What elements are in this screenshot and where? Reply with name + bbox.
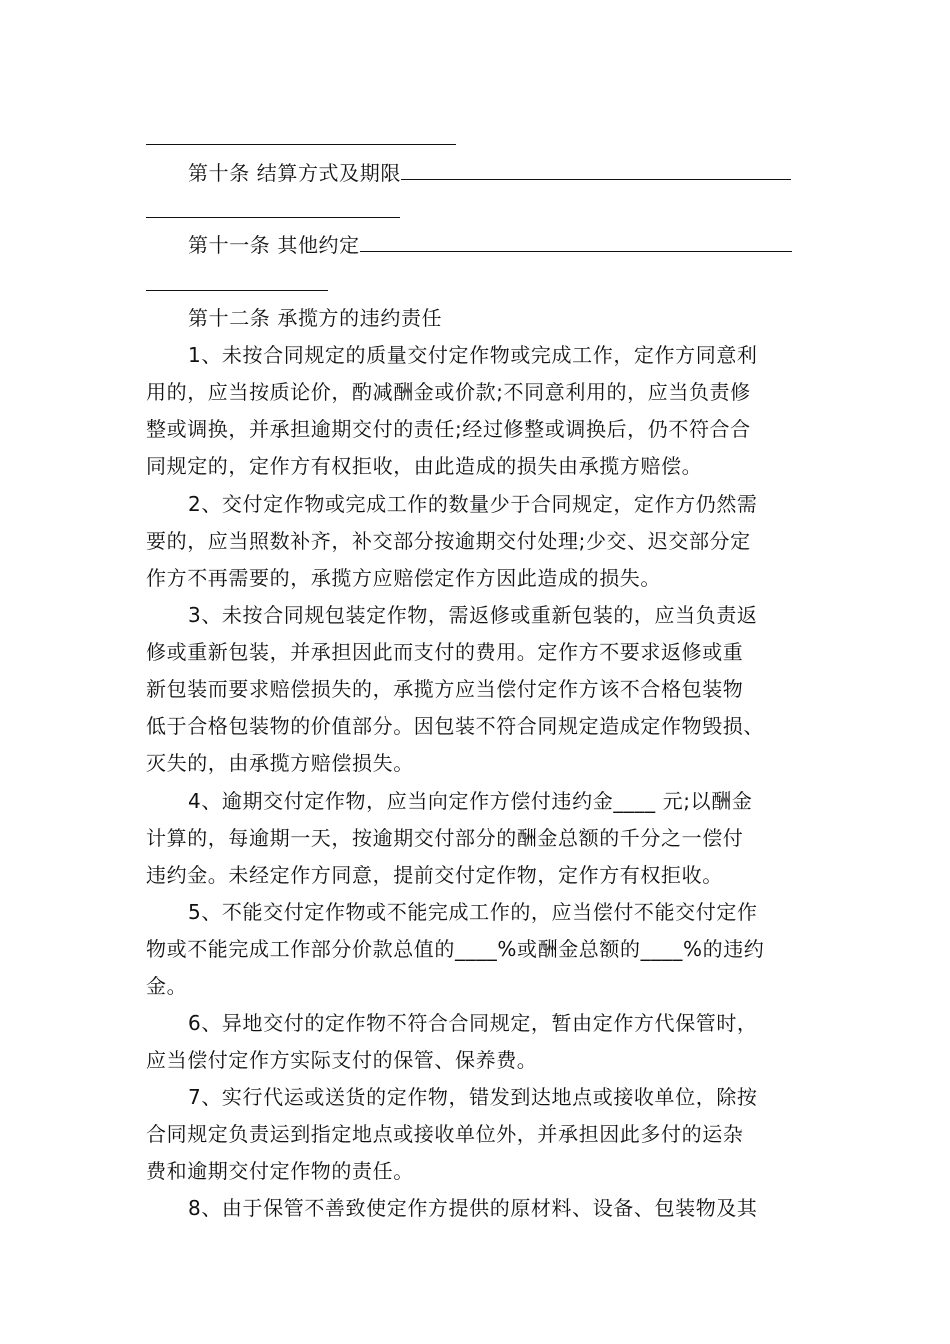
paragraph-line: 2、交付定作物或完成工作的数量少于合同规定，定作方仍然需 (188, 492, 758, 516)
paragraph-line: 6、异地交付的定作物不符合合同规定，暂由定作方代保管时， (188, 1011, 758, 1035)
paragraph-line: 金。 (146, 974, 188, 998)
paragraph-line: 1、未按合同规定的质量交付定作物或完成工作，定作方同意利 (188, 343, 758, 367)
paragraph-line: 7、实行代运或送货的定作物，错发到达地点或接收单位，除按 (188, 1085, 758, 1109)
paragraph-line: 8、由于保管不善致使定作方提供的原材料、设备、包装物及其 (188, 1196, 758, 1220)
paragraph-line: 修或重新包装，并承担因此而支付的费用。定作方不要求返修或重 (146, 640, 744, 664)
paragraph-line: 违约金。未经定作方同意，提前交付定作物，定作方有权拒收。 (146, 863, 723, 887)
paragraph-line: 4、逾期交付定作物，应当向定作方偿付违约金____ 元;以酬金 (188, 789, 753, 813)
article-11-line (146, 227, 852, 264)
article-11-heading: 第十一条 其他约定 (188, 233, 360, 257)
blank-fill-line (146, 217, 400, 218)
paragraph-line: 费和逾期交付定作物的责任。 (146, 1159, 414, 1183)
paragraph-line: 用的，应当按质论价，酌减酬金或价款;不同意利用的，应当负责修 (146, 380, 751, 404)
paragraph-line: 整或调换，并承担逾期交付的责任;经过修整或调换后，仍不符合合 (146, 417, 751, 441)
paragraph-line: 3、未按合同规包装定作物，需返修或重新包装的，应当负责返 (188, 603, 758, 627)
article-10-heading: 第十条 结算方式及期限 (188, 161, 401, 185)
paragraph-line: 合同规定负责运到指定地点或接收单位外，并承担因此多付的运杂 (146, 1122, 744, 1146)
paragraph-line: 新包装而要求赔偿损失的，承揽方应当偿付定作方该不合格包装物 (146, 677, 744, 701)
paragraph-line: 低于合格包装物的价值部分。因包装不符合同规定造成定作物毁损、 (146, 714, 764, 738)
blank-fill-line (146, 144, 456, 145)
paragraph-line: 5、不能交付定作物或不能完成工作的，应当偿付不能交付定作 (188, 900, 758, 924)
paragraph-line: 应当偿付定作方实际支付的保管、保养费。 (146, 1048, 538, 1072)
article-10-line (146, 155, 852, 192)
paragraph-line: 灭失的，由承揽方赔偿损失。 (146, 751, 414, 775)
paragraph-line: 计算的，每逾期一天，按逾期交付部分的酬金总额的千分之一偿付 (146, 826, 744, 850)
article-12-heading: 第十二条 承揽方的违约责任 (188, 306, 443, 330)
blank-fill-line (360, 233, 792, 252)
paragraph-line: 物或不能完成工作部分价款总值的____%或酬金总额的____%的违约 (146, 937, 765, 961)
blank-fill-line (146, 290, 328, 291)
paragraph-line: 要的，应当照数补齐，补交部分按逾期交付处理;少交、迟交部分定 (146, 529, 751, 553)
paragraph-line: 同规定的，定作方有权拒收，由此造成的损失由承揽方赔偿。 (146, 454, 703, 478)
paragraph-line: 作方不再需要的，承揽方应赔偿定作方因此造成的损失。 (146, 566, 661, 590)
blank-fill-line (401, 161, 791, 180)
